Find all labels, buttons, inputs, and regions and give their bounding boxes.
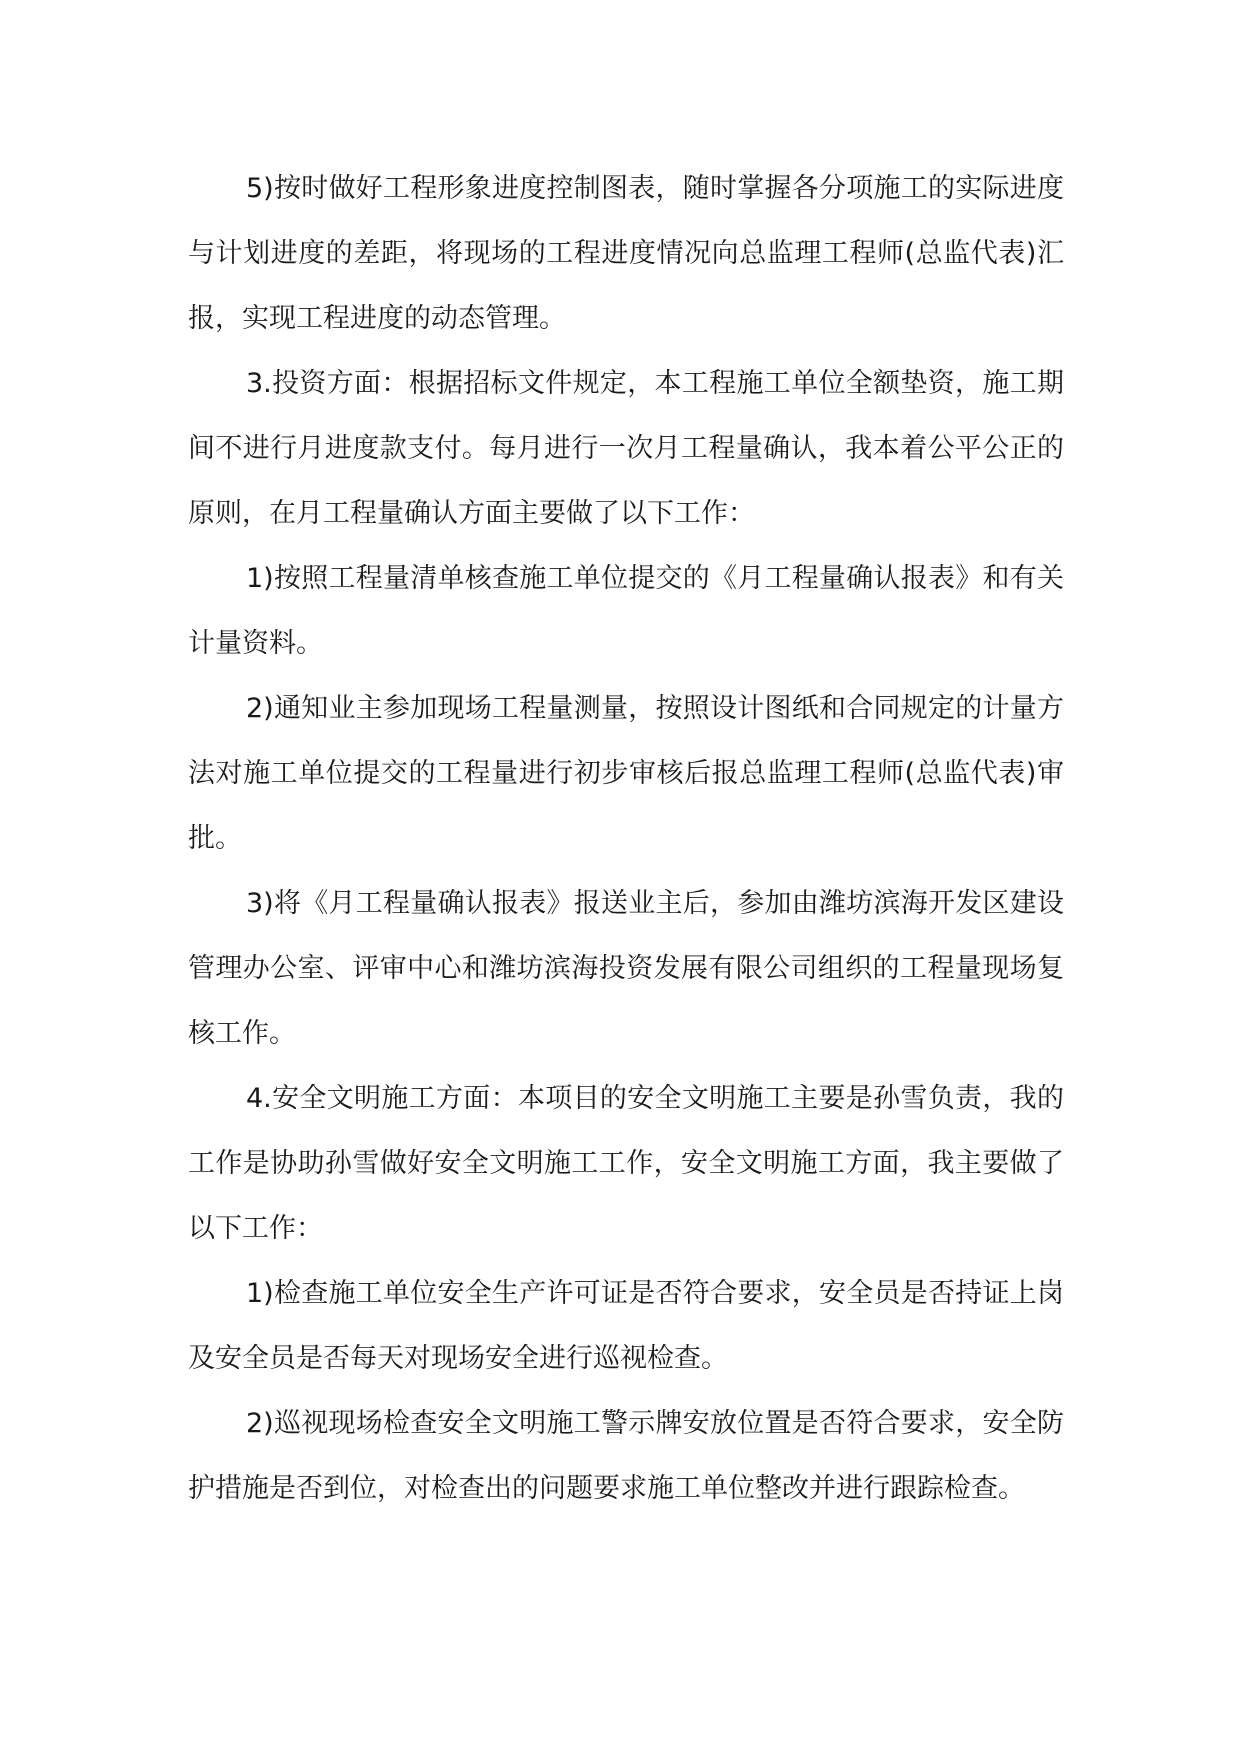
paragraph-quantity-review: 3)将《月工程量确认报表》报送业主后，参加由潍坊滨海开发区建设管理办公室、评审中心和潍坊滨海投资发展有限公司组织的工程量现场复核工作。	[188, 888, 1064, 1049]
paragraph-investment: 3.投资方面：根据招标文件规定，本工程施工单位全额垫资，施工期间不进行月进度款支付。每月进行一次月工程量确认，我本着公平公正的原则，在月工程量确认方面主要做了以下工作：	[188, 368, 1064, 529]
paragraph-safety: 4.安全文明施工方面：本项目的安全文明施工主要是孙雪负责，我的工作是协助孙雪做好安全文明施工工作，安全文明施工方面，我主要做了以下工作：	[188, 1083, 1064, 1244]
paragraph-progress-control: 5)按时做好工程形象进度控制图表，随时掌握各分项施工的实际进度与计划进度的差距，将现场的工程进度情况向总监理工程师(总监代表)汇报，实现工程进度的动态管理。	[188, 173, 1064, 334]
document-body	[188, 156, 1064, 1521]
paragraph-safety-inspection: 2)巡视现场检查安全文明施工警示牌安放位置是否符合要求，安全防护措施是否到位，对检查出的问题要求施工单位整改并进行跟踪检查。	[188, 1408, 1064, 1504]
paragraph-quantity-check: 1)按照工程量清单核查施工单位提交的《月工程量确认报表》和有关计量资料。	[188, 563, 1064, 659]
paragraph-quantity-measure: 2)通知业主参加现场工程量测量，按照设计图纸和合同规定的计量方法对施工单位提交的工程量进行初步审核后报总监理工程师(总监代表)审批。	[188, 693, 1064, 854]
paragraph-safety-license: 1)检查施工单位安全生产许可证是否符合要求，安全员是否持证上岗及安全员是否每天对现场安全进行巡视检查。	[188, 1278, 1064, 1374]
